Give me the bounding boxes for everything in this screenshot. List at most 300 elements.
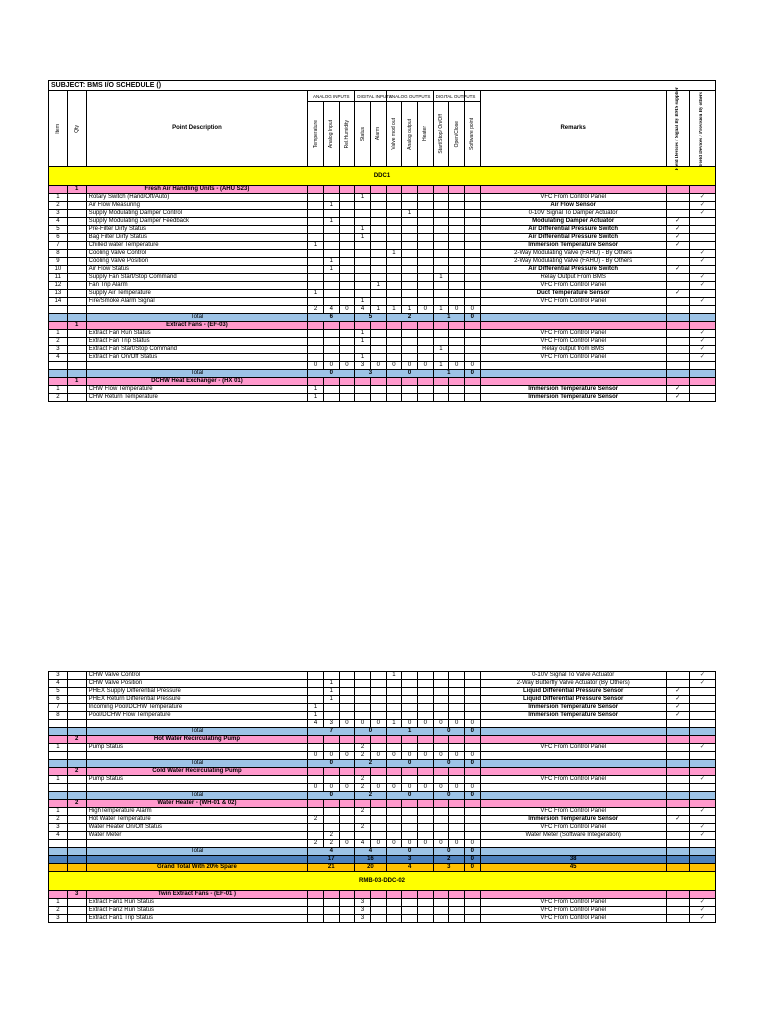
check-mark-icon <box>666 346 689 354</box>
io-count <box>464 250 480 258</box>
io-count <box>433 338 449 346</box>
table-row <box>49 680 716 688</box>
remarks-cell: Immersion Temperature Sensor <box>480 704 666 712</box>
subtotal-value: 1 <box>386 306 402 314</box>
column-header: Valve mod out <box>386 102 402 167</box>
check-mark-icon <box>666 250 689 258</box>
total-value: 0 <box>308 370 355 378</box>
total-value: 21 <box>308 864 355 872</box>
io-count <box>308 824 324 832</box>
total-value: 0 <box>464 864 480 872</box>
subtotal-value: 0 <box>464 840 480 848</box>
io-count <box>339 338 355 346</box>
io-count: 1 <box>355 354 371 362</box>
check-mark-icon: ✓ <box>666 816 689 824</box>
io-count <box>308 202 324 210</box>
check-mark-icon: ✓ <box>689 210 715 218</box>
io-count <box>433 194 449 202</box>
io-count <box>464 744 480 752</box>
item-number: 6 <box>49 696 68 704</box>
io-count <box>433 242 449 250</box>
check-mark-icon <box>689 266 715 274</box>
total-remarks <box>480 314 666 322</box>
io-count <box>386 258 402 266</box>
total-label: Total <box>86 760 308 768</box>
io-count: 2 <box>355 808 371 816</box>
io-count <box>464 907 480 915</box>
io-count <box>370 194 386 202</box>
subtotal-value: 4 <box>355 840 371 848</box>
total-row <box>49 370 716 378</box>
check-mark-icon <box>666 274 689 282</box>
io-count <box>449 226 465 234</box>
io-count <box>464 672 480 680</box>
remarks-cell: VFC From Control Panel <box>480 338 666 346</box>
total-value: 16 <box>355 856 386 864</box>
column-header: Status <box>355 102 371 167</box>
subtotal-value: 0 <box>402 840 418 848</box>
subtotal-value: 0 <box>433 752 449 760</box>
io-count <box>355 290 371 298</box>
subtotal-value: 0 <box>433 784 449 792</box>
io-count <box>308 338 324 346</box>
section-qty: 1 <box>67 186 86 194</box>
io-count <box>417 242 433 250</box>
point-description: HighTemperature Alarm <box>86 808 308 816</box>
check-mark-icon: ✓ <box>689 346 715 354</box>
io-count <box>417 696 433 704</box>
check-mark-icon: ✓ <box>666 386 689 394</box>
io-count <box>339 394 355 402</box>
io-count <box>355 712 371 720</box>
subtotal-value: 4 <box>355 306 371 314</box>
subtotal-value: 0 <box>449 306 465 314</box>
total-value: 0 <box>464 848 480 856</box>
remarks-cell: Relay output from BMS <box>480 346 666 354</box>
total-value: 0 <box>464 314 480 322</box>
io-count <box>386 338 402 346</box>
point-description: CHW Flow Temperature <box>86 386 308 394</box>
total-label: Total <box>86 792 308 800</box>
io-count <box>370 808 386 816</box>
io-count <box>323 226 339 234</box>
io-count <box>308 688 324 696</box>
io-count <box>402 274 418 282</box>
item-number: 11 <box>49 274 68 282</box>
check-mark-icon <box>666 776 689 784</box>
io-count <box>370 832 386 840</box>
io-count <box>417 704 433 712</box>
io-count <box>323 242 339 250</box>
total-label: Total <box>86 848 308 856</box>
subtotal-value: 2 <box>355 752 371 760</box>
io-count <box>339 298 355 306</box>
subtotal-value: 0 <box>370 752 386 760</box>
io-count: 1 <box>323 680 339 688</box>
remarks-cell: Liquid Differential Pressure Sensor <box>480 696 666 704</box>
io-count <box>417 282 433 290</box>
io-count <box>449 218 465 226</box>
remarks-cell: VFC From Control Panel <box>480 354 666 362</box>
subtotal-value: 0 <box>339 752 355 760</box>
check-mark-icon <box>666 824 689 832</box>
item-number: 3 <box>49 210 68 218</box>
table-row <box>49 242 716 250</box>
io-count <box>402 688 418 696</box>
total-value: 1 <box>433 370 464 378</box>
io-count <box>417 744 433 752</box>
io-count: 2 <box>323 832 339 840</box>
io-count <box>355 218 371 226</box>
total-label: Total <box>86 370 308 378</box>
io-count <box>323 250 339 258</box>
item-number: 5 <box>49 688 68 696</box>
subtotal-value: 0 <box>449 362 465 370</box>
item-number: 14 <box>49 298 68 306</box>
io-count <box>417 346 433 354</box>
remarks-cell: Duct Temperature Sensor <box>480 290 666 298</box>
io-count <box>464 258 480 266</box>
table-row <box>49 226 716 234</box>
section-qty: 2 <box>67 768 86 776</box>
column-header: Analog output <box>402 102 418 167</box>
point-description: Chilled water Temperature <box>86 242 308 250</box>
io-count <box>449 298 465 306</box>
io-count <box>386 226 402 234</box>
io-count <box>339 832 355 840</box>
remarks-cell: VFC From Control Panel <box>480 824 666 832</box>
check-mark-icon <box>666 899 689 907</box>
table-row <box>49 899 716 907</box>
io-count <box>464 282 480 290</box>
point-description-header: Point Description <box>86 91 308 167</box>
io-count <box>464 832 480 840</box>
io-count <box>323 816 339 824</box>
io-count <box>308 915 324 923</box>
total-value: 0 <box>386 760 433 768</box>
check-mark-icon: ✓ <box>689 824 715 832</box>
check-mark-icon: ✓ <box>689 899 715 907</box>
io-count <box>355 210 371 218</box>
item-number: 1 <box>49 808 68 816</box>
total-row <box>49 792 716 800</box>
io-count <box>355 696 371 704</box>
io-count <box>370 346 386 354</box>
io-count <box>417 680 433 688</box>
remarks-cell: Immersion Temperature Sensor <box>480 712 666 720</box>
check-mark-icon <box>666 330 689 338</box>
io-count <box>433 899 449 907</box>
io-count <box>323 776 339 784</box>
subtotal-value: 0 <box>417 306 433 314</box>
item-number: 3 <box>49 824 68 832</box>
total-value: 3 <box>433 864 464 872</box>
io-count <box>386 386 402 394</box>
io-count <box>464 808 480 816</box>
subtotal-value: 2 <box>355 784 371 792</box>
io-count <box>402 712 418 720</box>
io-count <box>323 394 339 402</box>
subtotal-row <box>49 362 716 370</box>
io-count <box>339 712 355 720</box>
check-mark-icon: ✓ <box>689 907 715 915</box>
subtotal-row <box>49 306 716 314</box>
io-count <box>449 354 465 362</box>
io-count <box>323 704 339 712</box>
total-row <box>49 760 716 768</box>
section-title: DCHW Heat Exchanger - (HX 01) <box>86 378 308 386</box>
total-value: 0 <box>308 792 355 800</box>
subtotal-value: 0 <box>370 840 386 848</box>
point-description: Water Heater On/Off Status <box>86 824 308 832</box>
column-header: Rel.Humidity <box>339 102 355 167</box>
io-count: 1 <box>355 226 371 234</box>
io-count: 2 <box>355 776 371 784</box>
check-mark-icon <box>666 907 689 915</box>
io-count <box>370 330 386 338</box>
io-count <box>308 210 324 218</box>
remarks-cell: VFC From Control Panel <box>480 298 666 306</box>
io-count <box>323 354 339 362</box>
item-number: 3 <box>49 672 68 680</box>
total-value: 2 <box>355 760 386 768</box>
point-description: Extract Fan2 Run Status <box>86 907 308 915</box>
io-count <box>308 354 324 362</box>
io-count <box>308 832 324 840</box>
io-count <box>339 688 355 696</box>
io-count <box>402 242 418 250</box>
point-description: Extract Fan Run Status <box>86 330 308 338</box>
item-number: 1 <box>49 776 68 784</box>
subject-title: SUBJECT: BMS I/O SCHEDULE () <box>49 81 716 91</box>
subtotal-value: 0 <box>402 752 418 760</box>
io-count <box>433 744 449 752</box>
check-mark-icon <box>689 242 715 250</box>
total-label <box>86 856 308 864</box>
check-mark-icon <box>689 218 715 226</box>
subtotal-value: 0 <box>370 784 386 792</box>
io-count <box>370 354 386 362</box>
io-count <box>449 672 465 680</box>
subtotal-value: 2 <box>308 840 324 848</box>
point-description: CHW Return Temperature <box>86 394 308 402</box>
io-count <box>370 258 386 266</box>
subtotal-value: 0 <box>402 784 418 792</box>
io-schedule-table-top <box>48 80 716 402</box>
io-count <box>308 218 324 226</box>
qty-header: Qty <box>67 91 86 167</box>
column-header: Analog Input <box>323 102 339 167</box>
io-count <box>402 226 418 234</box>
io-count <box>464 824 480 832</box>
subtotal-value: 0 <box>449 720 465 728</box>
subtotal-value: 0 <box>323 752 339 760</box>
item-number: 2 <box>49 338 68 346</box>
check-mark-icon: ✓ <box>689 680 715 688</box>
io-count: 1 <box>355 298 371 306</box>
io-count <box>308 776 324 784</box>
io-count <box>339 899 355 907</box>
io-count <box>370 899 386 907</box>
io-count <box>402 704 418 712</box>
check-mark-icon: ✓ <box>689 298 715 306</box>
total-value: 0 <box>464 760 480 768</box>
io-count <box>402 808 418 816</box>
item-number: 7 <box>49 704 68 712</box>
check-mark-icon: ✓ <box>689 776 715 784</box>
table-row <box>49 274 716 282</box>
io-count <box>308 266 324 274</box>
check-mark-icon: ✓ <box>666 266 689 274</box>
io-count <box>308 672 324 680</box>
check-mark-icon: ✓ <box>666 226 689 234</box>
io-count <box>386 696 402 704</box>
point-description: Water Meter <box>86 832 308 840</box>
io-count <box>433 218 449 226</box>
io-count <box>417 234 433 242</box>
check-mark-icon: ✓ <box>689 202 715 210</box>
subtotal-value: 0 <box>323 362 339 370</box>
item-number: 10 <box>49 266 68 274</box>
io-count <box>308 282 324 290</box>
check-mark-icon <box>666 915 689 923</box>
io-count <box>464 712 480 720</box>
io-count <box>402 282 418 290</box>
total-value: 0 <box>433 728 464 736</box>
table-row <box>49 194 716 202</box>
table-row <box>49 282 716 290</box>
check-mark-icon <box>689 290 715 298</box>
io-count: 1 <box>355 234 371 242</box>
check-mark-icon: ✓ <box>689 282 715 290</box>
io-count <box>417 194 433 202</box>
check-mark-icon <box>689 394 715 402</box>
subtotal-value: 0 <box>464 720 480 728</box>
io-count <box>386 688 402 696</box>
subtotal-value: 0 <box>323 784 339 792</box>
total-value: 0 <box>464 370 480 378</box>
io-count <box>323 282 339 290</box>
check-mark-icon <box>666 832 689 840</box>
io-count: 1 <box>355 338 371 346</box>
io-count <box>433 808 449 816</box>
point-description: Pump Status <box>86 744 308 752</box>
io-count <box>308 680 324 688</box>
remarks-cell: Air Flow Sensor <box>480 202 666 210</box>
io-count: 1 <box>308 704 324 712</box>
io-count <box>355 282 371 290</box>
subtotal-value: 0 <box>339 840 355 848</box>
io-count <box>370 218 386 226</box>
column-header: Alarm <box>370 102 386 167</box>
io-count <box>308 330 324 338</box>
remarks-cell: 2-Way Modulating Valve (FAHU) - By Others <box>480 250 666 258</box>
point-description: Supply Fan Start/Stop Command <box>86 274 308 282</box>
io-count <box>386 915 402 923</box>
io-count <box>417 218 433 226</box>
io-count <box>464 899 480 907</box>
remarks-cell: VFC From Control Panel <box>480 744 666 752</box>
io-count <box>449 712 465 720</box>
io-count <box>323 808 339 816</box>
check-mark-icon: ✓ <box>689 744 715 752</box>
io-count <box>370 907 386 915</box>
subtotal-value: 0 <box>417 752 433 760</box>
io-count <box>323 194 339 202</box>
check-mark-icon: ✓ <box>689 274 715 282</box>
table-row <box>49 266 716 274</box>
point-description: Extract Fan1 Run Status <box>86 899 308 907</box>
io-count <box>433 696 449 704</box>
io-count <box>433 394 449 402</box>
io-count <box>433 210 449 218</box>
field-devices-bms-header: Field Devices / Signal By BMS supplier <box>666 91 689 167</box>
io-count <box>417 258 433 266</box>
subtotal-value: 0 <box>339 362 355 370</box>
subtotal-value: 0 <box>417 840 433 848</box>
io-count <box>355 386 371 394</box>
point-description: CHW Valve Position <box>86 680 308 688</box>
digital-inputs-group: DIGITAL INPUTS <box>355 91 386 102</box>
remarks-cell: Immersion Temperature Sensor <box>480 386 666 394</box>
io-count: 1 <box>355 194 371 202</box>
table-row <box>49 688 716 696</box>
io-count <box>402 832 418 840</box>
io-count <box>433 824 449 832</box>
total-value: 0 <box>386 848 433 856</box>
total-value: 0 <box>433 792 464 800</box>
io-count <box>433 266 449 274</box>
io-count <box>464 210 480 218</box>
io-count <box>355 346 371 354</box>
io-count <box>355 680 371 688</box>
io-count <box>370 680 386 688</box>
subtotal-value: 0 <box>386 752 402 760</box>
table-row <box>49 672 716 680</box>
item-number: 13 <box>49 290 68 298</box>
check-mark-icon: ✓ <box>666 218 689 226</box>
io-count <box>402 824 418 832</box>
io-count <box>449 899 465 907</box>
table-row <box>49 915 716 923</box>
remarks-cell: Immersion Temperature Sensor <box>480 394 666 402</box>
io-count <box>417 688 433 696</box>
item-number: 3 <box>49 915 68 923</box>
io-count <box>464 298 480 306</box>
io-count <box>464 354 480 362</box>
io-count <box>339 696 355 704</box>
section-title: Hot Water Recirculating Pump <box>86 736 308 744</box>
total-value: 5 <box>355 314 386 322</box>
io-count <box>402 394 418 402</box>
total-remarks <box>480 728 666 736</box>
io-count <box>449 242 465 250</box>
io-count <box>370 274 386 282</box>
io-count <box>386 808 402 816</box>
io-count <box>433 258 449 266</box>
total-remarks: 38 <box>480 856 666 864</box>
io-count <box>386 704 402 712</box>
check-mark-icon: ✓ <box>689 915 715 923</box>
subtotal-value: 0 <box>417 362 433 370</box>
table-row <box>49 907 716 915</box>
io-count <box>433 234 449 242</box>
io-count <box>355 202 371 210</box>
point-description: Extract Fan Start/Stop Command <box>86 346 308 354</box>
subtotal-value: 0 <box>464 306 480 314</box>
subtotal-value: 0 <box>449 752 465 760</box>
subtotal-value: 0 <box>355 720 371 728</box>
